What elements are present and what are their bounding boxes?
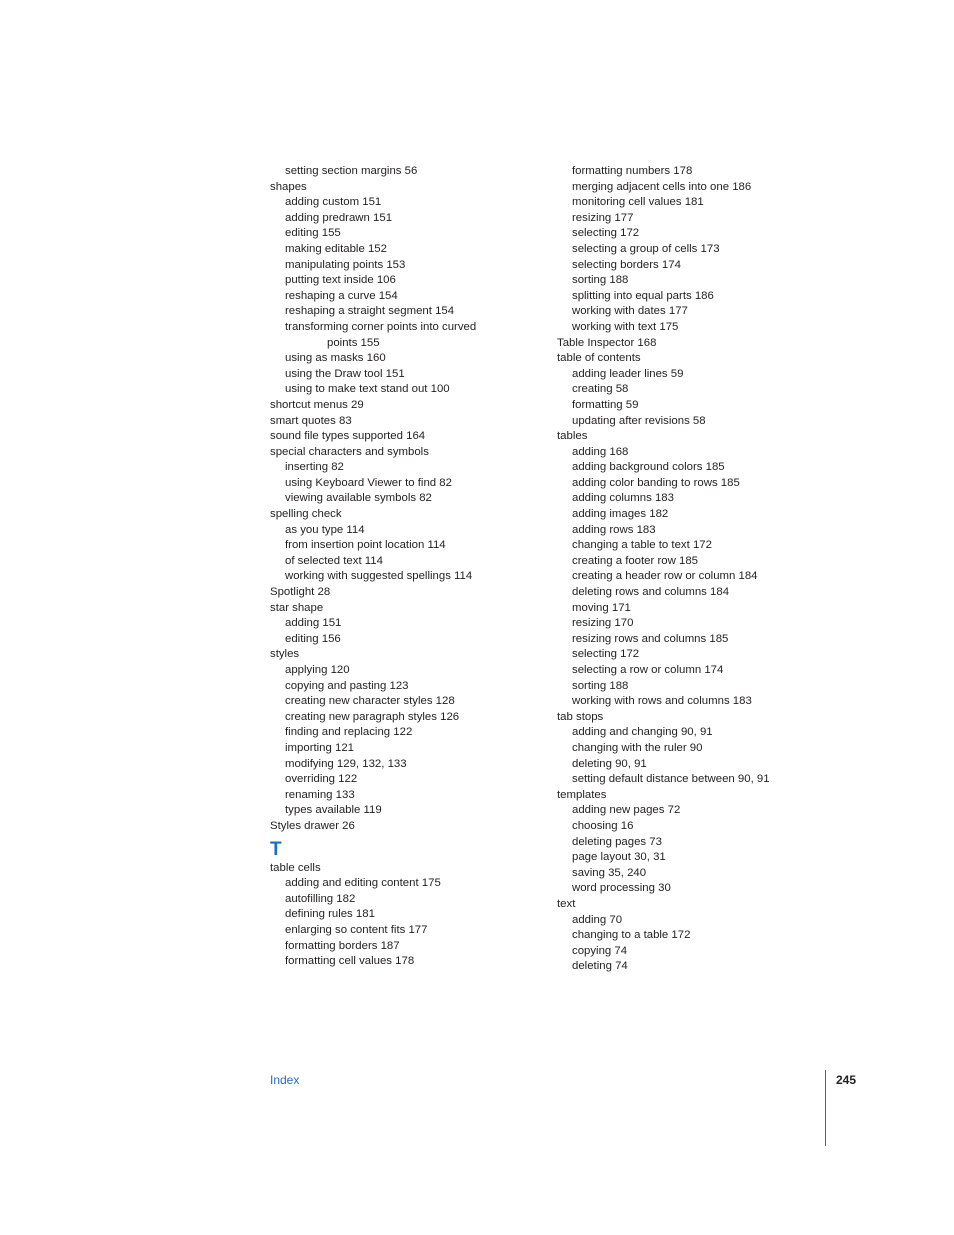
index-entry: templates	[557, 788, 607, 801]
index-subentry: overriding 122	[285, 773, 358, 786]
index-subentry: adding leader lines 59	[572, 367, 684, 380]
index-subentry: setting section margins 56	[285, 165, 418, 177]
index-subentry: editing 156	[285, 632, 341, 645]
index-subentry: using as masks 160	[285, 352, 386, 365]
index-subentry: selecting a group of cells 173	[572, 242, 720, 255]
index-subentry: resizing 177	[572, 211, 634, 224]
index-subentry: adding and editing content 175	[285, 877, 441, 890]
index-subentry: working with text 175	[572, 320, 679, 333]
index-subentry: selecting a row or column 174	[572, 664, 724, 676]
index-subentry: working with suggested spellings 114	[285, 570, 473, 583]
index-subentry: adding new pages 72	[572, 804, 681, 817]
index-subentry: adding custom 151	[285, 196, 382, 209]
index-subentry: sorting 188	[572, 679, 629, 692]
index-subentry: defining rules 181	[285, 908, 375, 921]
index-subentry: formatting 59	[572, 398, 639, 411]
index-entry: smart quotes 83	[270, 414, 352, 427]
index-entry: Styles drawer 26	[270, 819, 355, 832]
index-subentry: adding 151	[285, 617, 342, 630]
index-subentry: using the Draw tool 151	[285, 367, 405, 380]
index-subentry: editing 155	[285, 227, 341, 240]
index-subentry: working with dates 177	[572, 305, 688, 318]
index-subentry: enlarging so content fits 177	[285, 923, 428, 936]
index-subentry: selecting 172	[572, 227, 640, 240]
index-subentry: modifying 129, 132, 133	[285, 757, 407, 770]
index-subentry: using to make text stand out 100	[285, 383, 450, 396]
index-subentry: finding and replacing 122	[285, 726, 413, 739]
index-subentry: adding columns 183	[572, 492, 674, 505]
index-subentry: word processing 30	[572, 882, 671, 895]
index-subentry: working with rows and columns 183	[572, 695, 752, 708]
index-subentry: changing a table to text 172	[572, 539, 712, 552]
index-subentry: moving 171	[572, 601, 631, 614]
page-number: 245	[836, 1073, 857, 1087]
index-subentry: creating a header row or column 184	[572, 570, 758, 583]
index-entry: special characters and symbols	[270, 445, 429, 458]
index-entry: Spotlight 28	[270, 586, 331, 599]
index-subentry: monitoring cell values 181	[572, 196, 704, 209]
index-subentry: deleting pages 73	[572, 835, 662, 848]
index-subentry: splitting into equal parts 186	[572, 289, 714, 302]
footer-section-title: Index	[270, 1073, 300, 1087]
index-subentry: adding and changing 90, 91	[572, 726, 713, 739]
index-subentry: setting default distance between 90, 91	[572, 773, 770, 786]
index-subentry: changing with the ruler 90	[572, 741, 703, 754]
index-entry: table of contents	[557, 352, 641, 365]
index-subentry: types available 119	[285, 804, 382, 817]
index-entry: styles	[270, 648, 300, 661]
index-entry: sound file types supported 164	[270, 430, 426, 443]
index-subentry-continuation: points 155	[327, 336, 380, 349]
index-subentry: adding 168	[572, 445, 629, 458]
index-subentry: sorting 188	[572, 274, 629, 287]
footer-divider	[825, 1070, 826, 1146]
index-subentry: resizing 170	[572, 617, 634, 630]
index-subentry: deleting 90, 91	[572, 757, 647, 770]
index-subentry: choosing 16	[572, 819, 634, 832]
index-subentry: selecting borders 174	[572, 258, 681, 271]
index-subentry: manipulating points 153	[285, 258, 406, 271]
index-subentry: autofilling 182	[285, 892, 356, 905]
index-subentry: using Keyboard Viewer to find 82	[285, 476, 452, 489]
index-entry: table cells	[270, 861, 321, 874]
index-subentry: reshaping a curve 154	[285, 289, 398, 302]
index-subentry: page layout 30, 31	[572, 851, 666, 864]
index-subentry: creating new paragraph styles 126	[285, 710, 460, 723]
index-subentry: formatting numbers 178	[572, 165, 693, 177]
index-subentry: deleting rows and columns 184	[572, 586, 730, 599]
index-subentry: creating new character styles 128	[285, 695, 455, 708]
index-subentry: inserting 82	[285, 461, 344, 474]
index-subentry: of selected text 114	[285, 554, 383, 567]
index-subentry: reshaping a straight segment 154	[285, 305, 455, 318]
index-subentry: adding color banding to rows 185	[572, 476, 740, 489]
index-subentry: saving 35, 240	[572, 866, 647, 879]
index-entry: shortcut menus 29	[270, 398, 364, 411]
index-subentry: copying 74	[572, 944, 628, 957]
index-subentry: applying 120	[285, 664, 350, 676]
index-subentry: transforming corner points into curved	[285, 320, 477, 333]
index-entry: Table Inspector 168	[557, 336, 657, 349]
index-subentry: updating after revisions 58	[572, 414, 706, 427]
index-subentry: as you type 114	[285, 523, 365, 536]
index-subentry: deleting 74	[572, 960, 628, 973]
index-letter-heading: T	[270, 838, 282, 860]
index-subentry: adding rows 183	[572, 523, 656, 536]
index-entry: shapes	[270, 180, 307, 193]
index-subentry: formatting cell values 178	[285, 955, 415, 968]
index-subentry: renaming 133	[285, 788, 355, 801]
index-subentry: making editable 152	[285, 242, 387, 255]
index-subentry: copying and pasting 123	[285, 679, 409, 692]
index-subentry: adding 70	[572, 913, 623, 926]
index-subentry: importing 121	[285, 741, 355, 754]
index-subentry: putting text inside 106	[285, 274, 396, 287]
index-subentry: changing to a table 172	[572, 929, 691, 942]
index-subentry: creating 58	[572, 383, 629, 396]
index-entry: text	[557, 897, 576, 910]
index-subentry: selecting 172	[572, 648, 640, 661]
index-subentry: adding images 182	[572, 508, 669, 521]
index-subentry: formatting borders 187	[285, 939, 400, 952]
index-subentry: adding background colors 185	[572, 461, 725, 474]
index-column-left	[270, 164, 540, 970]
index-subentry: from insertion point location 114	[285, 539, 446, 552]
index-subentry: creating a footer row 185	[572, 554, 699, 567]
index-column-right	[557, 164, 797, 975]
index-subentry: viewing available symbols 82	[285, 492, 432, 505]
index-entry: star shape	[270, 601, 324, 614]
index-subentry: resizing rows and columns 185	[572, 632, 729, 645]
index-entry: tables	[557, 430, 588, 443]
index-subentry: merging adjacent cells into one 186	[572, 180, 752, 193]
index-subentry: adding predrawn 151	[285, 211, 393, 224]
index-entry: spelling check	[270, 508, 342, 521]
index-entry: tab stops	[557, 710, 604, 723]
